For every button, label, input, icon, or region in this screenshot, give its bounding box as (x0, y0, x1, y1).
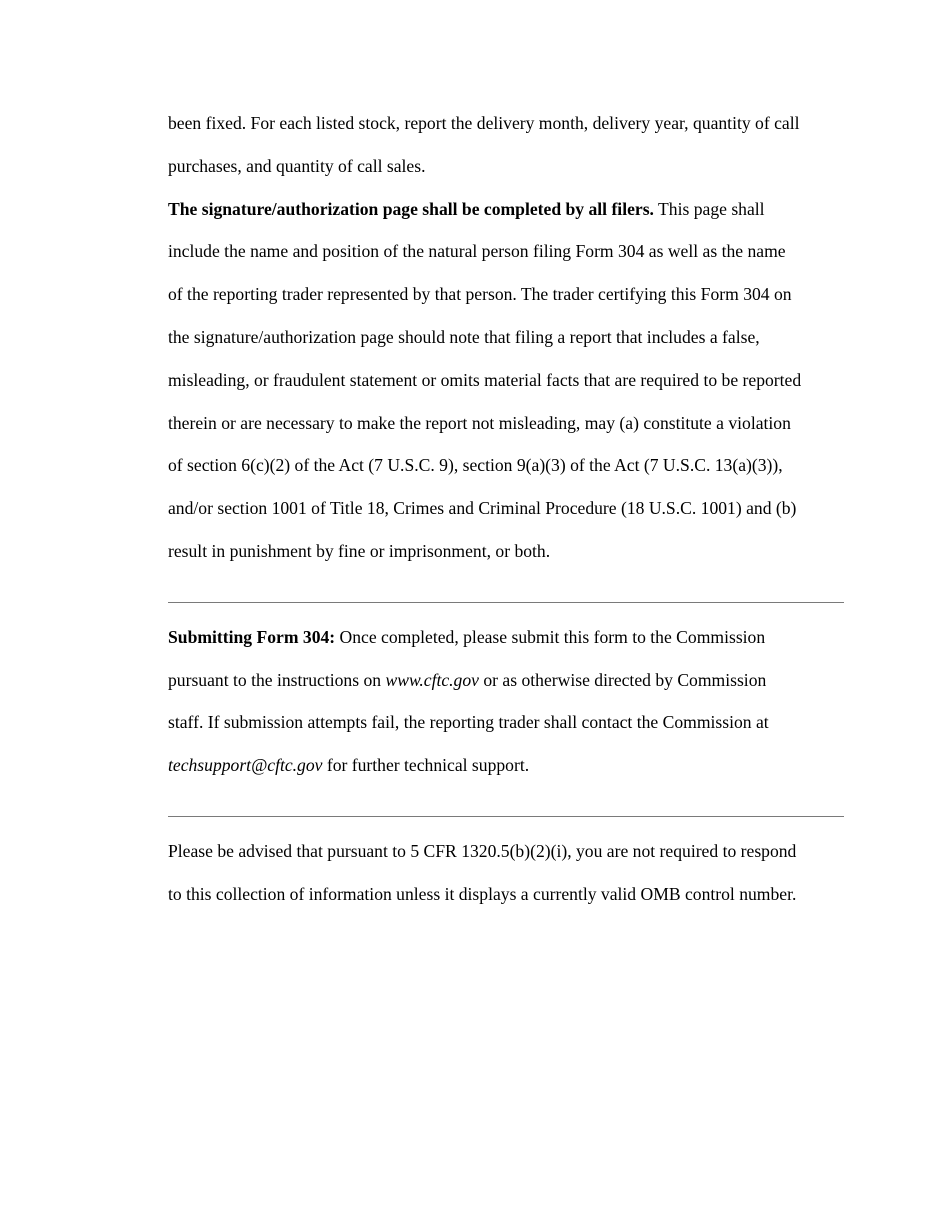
text-line: Please be advised that pursuant to 5 CFR 1320.5(b)(2)(i), you are not required to respond (168, 840, 797, 861)
text-run: for further technical support. (322, 755, 530, 776)
spacer (168, 573, 844, 602)
website-link[interactable]: www.cftc.gov (385, 669, 479, 690)
paragraph-omb-notice (168, 830, 844, 916)
text-run: or as otherwise directed by Commission (478, 669, 767, 690)
text-line: of section 6(c)(2) of the Act (7 U.S.C. 9), section 9(a)(3) of the Act (7 U.S.C. 13(a)(3)), (168, 455, 783, 476)
text-line: misleading, or fraudulent statement or omits material facts that are required to be reported (168, 369, 802, 390)
text-line (168, 616, 844, 659)
text-line: staff. If submission attempts fail, the reporting trader shall contact the Commission at (168, 712, 769, 733)
paragraph-signature-authorization (168, 188, 844, 573)
paragraph-call-options (168, 102, 844, 188)
text-run: This page shall (653, 198, 765, 219)
text-line: include the name and position of the natural person filing Form 304 as well as the name (168, 241, 786, 262)
text-run: Once completed, please submit this form to the Commission (335, 626, 766, 647)
spacer (168, 817, 844, 830)
bold-heading-signature: The signature/authorization page shall be completed by all filers. (168, 198, 654, 219)
text-line (168, 659, 844, 702)
text-line: to this collection of information unless it displays a currently valid OMB control number. (168, 883, 797, 904)
text-line: therein or are necessary to make the report not misleading, may (a) constitute a violation (168, 412, 791, 433)
email-link[interactable]: techsupport@cftc.gov (168, 755, 323, 776)
text-line: been fixed. For each listed stock, report the delivery month, delivery year, quantity of call (168, 113, 800, 133)
spacer (168, 603, 844, 616)
text-line: and/or section 1001 of Title 18, Crimes and Criminal Procedure (18 U.S.C. 1001) and (b) (168, 498, 797, 519)
text-line: of the reporting trader represented by that person. The trader certifying this Form 304 on (168, 284, 792, 305)
text-line: the signature/authorization page should note that filing a report that includes a false, (168, 326, 760, 347)
text-line (168, 744, 844, 787)
text-line (168, 188, 844, 231)
paragraph-submitting-form (168, 616, 844, 787)
text-run: pursuant to the instructions on (168, 669, 386, 690)
text-line: result in punishment by fine or imprisonment, or both. (168, 540, 551, 561)
text-line: purchases, and quantity of call sales. (168, 155, 426, 176)
document-page (168, 102, 844, 916)
bold-heading-submitting: Submitting Form 304: (168, 626, 336, 647)
spacer (168, 787, 844, 816)
